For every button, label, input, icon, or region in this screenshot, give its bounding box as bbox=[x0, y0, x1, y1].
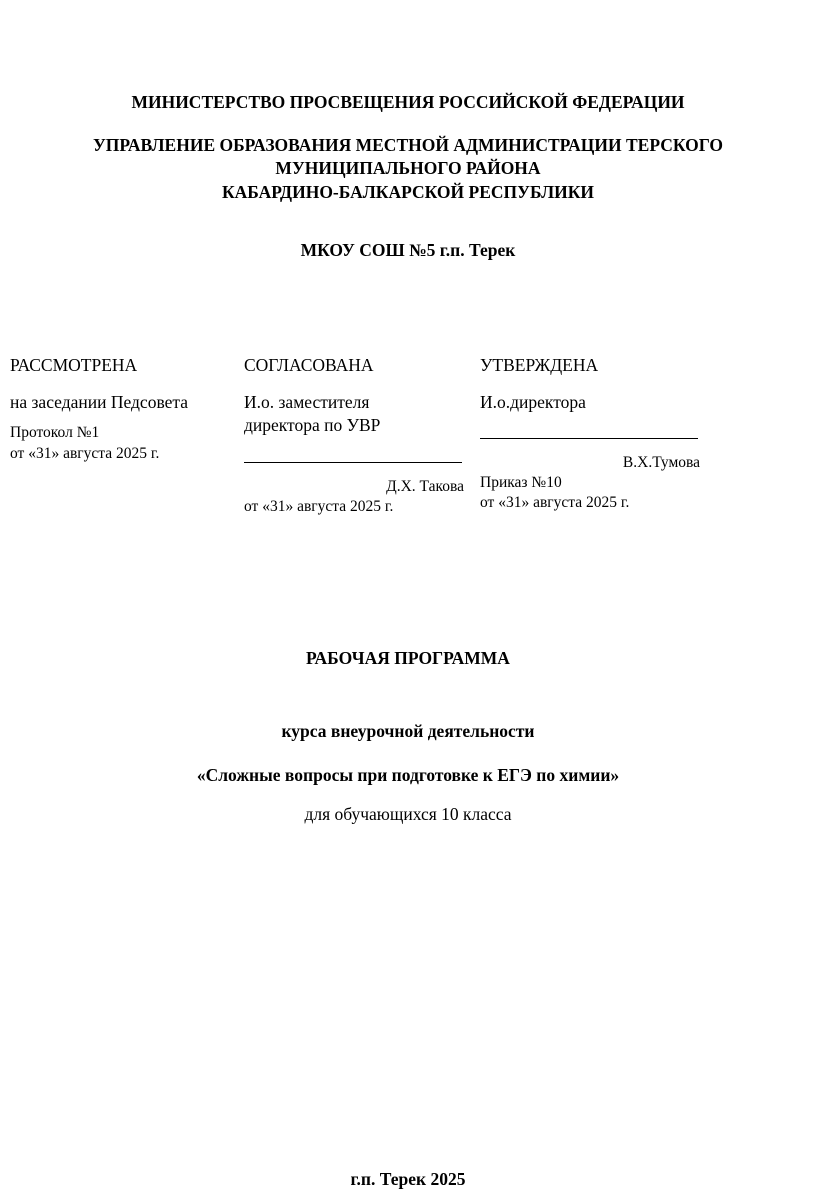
approved-signer: В.Х.Тумова bbox=[622, 454, 700, 471]
approved-role: И.о.директора bbox=[480, 392, 586, 412]
course-name: «Сложные вопросы при подготовке к ЕГЭ по химии» bbox=[196, 765, 620, 785]
ministry-title: МИНИСТЕРСТВО ПРОСВЕЩЕНИЯ РОССИЙСКОЙ ФЕДЕРАЦИИ bbox=[131, 92, 685, 112]
course-type: курса внеурочной деятельности bbox=[281, 721, 535, 741]
place-year: г.п. Терек 2025 bbox=[350, 1169, 466, 1189]
program-title: РАБОЧАЯ ПРОГРАММА bbox=[306, 648, 510, 668]
approved-order: Приказ №10 bbox=[480, 474, 562, 491]
considered-date: от «31» августа 2025 г. bbox=[10, 445, 160, 462]
agreed-date-text: от «31» августа 2025 г. bbox=[244, 498, 394, 515]
agreed-signer: Д.Х. Такова bbox=[386, 478, 464, 495]
agreed-role-line1: И.о. заместителя bbox=[244, 392, 370, 412]
school-name: МКОУ СОШ №5 г.п. Терек bbox=[300, 240, 516, 260]
agreed-role-line2: директора по УВР bbox=[244, 415, 381, 435]
approved-title: УТВЕРЖДЕНА bbox=[480, 355, 599, 375]
agreed-title: СОГЛАСОВАНА bbox=[244, 355, 374, 375]
department-title-line1: УПРАВЛЕНИЕ ОБРАЗОВАНИЯ МЕСТНОЙ АДМИНИСТРАЦИИ ТЕРСКОГО bbox=[92, 135, 724, 155]
considered-title: РАССМОТРЕНА bbox=[10, 355, 138, 375]
considered-body: на заседании Педсовета bbox=[10, 392, 188, 412]
audience: для обучающихся 10 класса bbox=[304, 804, 512, 824]
considered-protocol: Протокол №1 bbox=[10, 424, 100, 441]
department-title-line2: МУНИЦИПАЛЬНОГО РАЙОНА bbox=[275, 158, 541, 178]
department-title-line3: КАБАРДИНО-БАЛКАРСКОЙ РЕСПУБЛИКИ bbox=[221, 182, 595, 202]
approved-signature-line bbox=[480, 438, 698, 439]
approved-date: от «31» августа 2025 г. bbox=[480, 494, 630, 511]
agreed-signature-line bbox=[244, 462, 462, 463]
